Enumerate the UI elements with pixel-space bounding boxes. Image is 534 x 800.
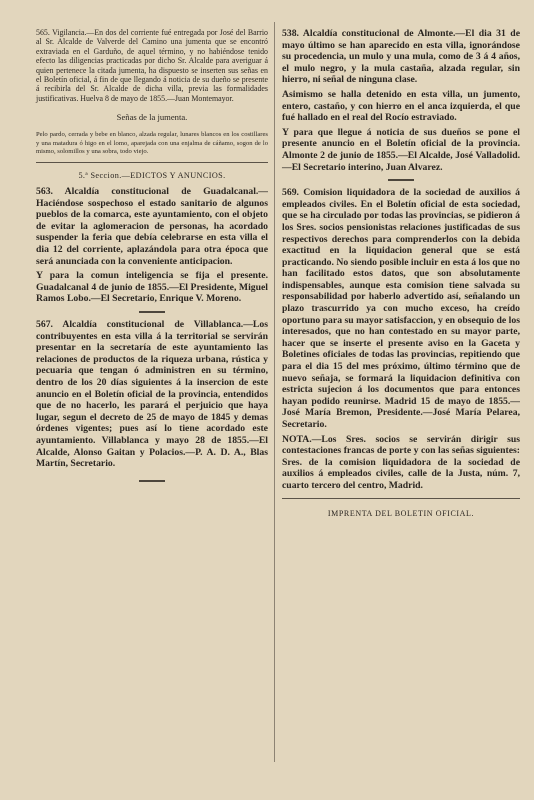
- notice-538: 538. Alcaldía constitucional de Almonte.—El dia 31 de mayo último se han aparecido en esta villa, ignorándose su procedencia, un mulo y una mula, como de 3 á 4 años, el mulo negro, y la mula castaña, alzada regular, sin hierro, ni señal de ninguna clase.: [282, 28, 520, 86]
- imprenta-footer: IMPRENTA DEL BOLETIN OFICIAL.: [327, 508, 475, 518]
- notice-538-signature: Y para que llegue á noticia de sus dueños se pone el presente anuncio en el Boletín oficial de la provincia. Almonte 2 de junio de 1855.—El Alcalde, José Valladolid.—El Secretario interino, Juan Alvarez.: [282, 126, 520, 173]
- separator-rule: [139, 311, 165, 313]
- notice-565: 565. Vigilancia.—En dos del corriente fué entregada por José del Barrio al Sr. Alcalde de Valverde del Camino una jumenta que se encontró extraviada en el Garduño, de aquel término, y no habiéndose tenido efecto las diligencias practicadas por dicho Sr. Alcalde para averiguar á quien pertenece la citada jumenta, ha dispuesto se inserten sus señas en el Boletín oficial, á fin de que llegando á noticia de su dueño se presente á recibirla del Sr. Alcalde de dicha villa, previa las formalidades justificativas. Huelva 8 de mayo de 1855.—Juan Montemayor.: [36, 28, 268, 103]
- senas-description: Pelo pardo, cerrada y bebe en blanco, alzada regular, lunares blancos en los costillares y una matadura ó higo en el lomo, aparejada con una enjalma de cáñamo, sogon de lo mismo, solomillos y una sobra, todo viejo.: [36, 131, 268, 155]
- notice-569: 569. Comision liquidadora de la sociedad de auxilios á empleados civiles. En el Boletín oficial de esta sociedad, que se ha circulado por todas las provincias, se pidieron á los Sres. socios pensionistas relaciones justificadas de sus respectivos derechos para comprenderlos con la debida exactitud en la liquidacion general que se está practicando. No siendo posible incluir en esta á los que no han facilitado estos datos, que son absolutamente indispensables, aunque esta comision tiene salvada su responsabilidad por haberlo advertido así, señalando un plazo trascurrido ya con mucho exceso, ha creído oportuno para su mayor satisfaccion, y en obsequio de los interesados, que no han contestado en su mayor parte, hacer que se inserte el presente aviso en la Gaceta y Boletines oficiales de todas las provincias, repitiendo que para el dia 15 del mes próximo, último término que de nuevo señaja, se formará la liquidacion definitiva con estricta sujecion á los documentos que para entonces hayan podido reunirse. Madrid 15 de mayo de 1855.—José María Bremon, Presidente.—José María Pelarea, Secretario.: [282, 187, 521, 430]
- left-column: [36, 28, 268, 488]
- notice-563-signature: Y para la comun inteligencia se fija el presente. Guadalcanal 4 de junio de 1855.—El Presidente, Miguel Ramos Lobo.—El Secretario, Enrique V. Moreno.: [36, 270, 268, 305]
- notice-538-continued: Asimismo se halla detenido en esta villa, un jumento, entero, castaño, y con hierro en el anca izquierda, el que fué hallado en el real del Rocío estraviado.: [282, 88, 520, 124]
- section-rule-top: [36, 162, 268, 163]
- separator-rule-bottom: [139, 480, 165, 482]
- notice-569-nota: NOTA.—Los Sres. socios se servirán dirigir sus contestaciones francas de porte y con las señas siguientes: Sres. de la comision liquidadora de la sociedad de auxilios á empleados civiles, calle de la Justa, núm. 7, cuarto tercero del centro, Madrid.: [282, 433, 520, 491]
- column-divider: [274, 22, 275, 762]
- imprenta-rule: [282, 498, 520, 499]
- notice-563: 563. Alcaldía constitucional de Guadalcanal.—Haciéndose sospechoso el estado sanitario de algunos pueblos de la comarca, este ayuntamiento, con el objeto de evitar la aglomeracion de personas, ha acordado suspender la feria que debía celebrarse en esta villa el dia 12 del corriente, aplazándola para otra época que será anunciada con la conveniente anticipacion.: [36, 186, 268, 267]
- notice-567: 567. Alcaldía constitucional de Villablanca.—Los contribuyentes en esta villa á la territorial se servirán presentar en la secretaría de este ayuntamiento las relaciones de productos de la riqueza urbana, rústica y pecuaria que tengan ó administren en su término, dentro de los 20 días siguientes á la insercion de este anuncio en el Boletín oficial de la provincia, entendidos que de no hacerlo, les parará el perjuicio que haya lugar, segun el decreto de 25 de mayo de 1845 y demas órdenes vigentes; pues así lo tiene acordado este ayuntamiento. Villablanca y mayo 28 de 1855.—El Alcalde, Alonso Gaitan y Polacios.—P. A. D. A., Blas Martín, Secretario.: [36, 319, 268, 470]
- right-column: [282, 28, 520, 518]
- separator-rule-right: [388, 179, 414, 181]
- section-heading: 5.ª Seccion.—EDICTOS Y ANUNCIOS.: [78, 171, 226, 181]
- senas-title: Señas de la jumenta.: [116, 112, 188, 123]
